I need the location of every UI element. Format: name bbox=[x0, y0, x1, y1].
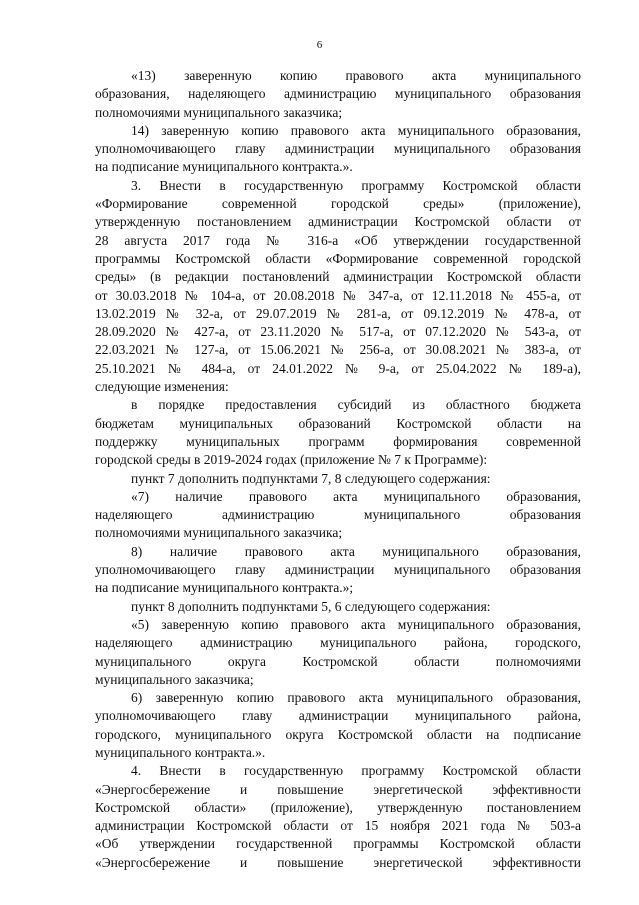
text-line: 22.03.2021 № 127-а, от 15.06.2021 № 256-а, от 30.08.2021 № 383-а, от bbox=[95, 342, 581, 358]
text-line: программы Костромской области «Формирование современной городской bbox=[95, 250, 581, 266]
text-line: уполномочивающего главу администрации муниципального образования bbox=[95, 562, 581, 578]
text-line: «5) заверенную копию правового акта муниципального образования, bbox=[131, 616, 581, 632]
text-line: уполномочивающего главу администрации муниципального района, bbox=[95, 708, 581, 724]
text-line: городского, муниципального округа Костромской области на подписание bbox=[95, 726, 581, 742]
text-line: «Об утверждении государственной программы Костромской области bbox=[95, 836, 581, 852]
text-line: «Формирование современной городской среды» (приложение), bbox=[95, 196, 581, 212]
text-line: уполномочивающего главу администрации муниципального образования bbox=[95, 141, 581, 157]
text-line: в порядке предоставления субсидий из областного бюджета bbox=[131, 397, 581, 413]
text-line: от 30.03.2018 № 104-а, от 20.08.2018 № 347-а, от 12.11.2018 № 455-а, от bbox=[95, 287, 581, 303]
text-line: образования, наделяющего администрацию муниципального образования bbox=[95, 86, 581, 102]
text-line: на подписание муниципального контракта.»; bbox=[95, 580, 354, 596]
text-line: Костромской области» (приложение), утвержденную постановлением bbox=[95, 799, 581, 815]
text-line: 25.10.2021 № 484-а, от 24.01.2022 № 9-а, от 25.04.2022 № 189-а), bbox=[95, 360, 581, 376]
text-line: администрации Костромской области от 15 ноября 2021 года № 503-а bbox=[95, 818, 581, 834]
text-line: 28 августа 2017 года № 316-а «Об утверждении государственной bbox=[95, 232, 581, 248]
text-line: на подписание муниципального контракта.». bbox=[95, 159, 353, 175]
text-line: муниципального контракта.». bbox=[95, 744, 266, 760]
text-line: утвержденную постановлением администрации Костромской области от bbox=[95, 214, 581, 230]
text-line: 14) заверенную копию правового акта муниципального образования, bbox=[131, 122, 581, 138]
text-line: следующие изменения: bbox=[95, 379, 229, 395]
text-line: среды» (в редакции постановлений администрации Костромской области bbox=[95, 269, 581, 285]
text-line: бюджетам муниципальных образований Костромской области на bbox=[95, 415, 581, 431]
text-line: поддержку муниципальных программ формирования современной bbox=[95, 433, 581, 449]
text-line: 28.09.2020 № 427-а, от 23.11.2020 № 517-а, от 07.12.2020 № 543-а, от bbox=[95, 324, 581, 340]
text-line: наделяющего администрацию муниципального образования bbox=[95, 507, 581, 523]
text-line: 3. Внести в государственную программу Костромской области bbox=[131, 177, 581, 193]
text-line: 8) наличие правового акта муниципального образования, bbox=[131, 543, 581, 559]
text-line: пункт 8 дополнить подпунктами 5, 6 следующего содержания: bbox=[131, 598, 491, 614]
document-body bbox=[95, 67, 581, 872]
text-line: полномочиями муниципального заказчика; bbox=[95, 525, 343, 541]
text-line: пункт 7 дополнить подпунктами 7, 8 следующего содержания: bbox=[131, 470, 491, 486]
page-number: 6 bbox=[316, 39, 323, 51]
text-line: полномочиями муниципального заказчика; bbox=[95, 104, 343, 120]
text-line: «13) заверенную копию правового акта муниципального bbox=[131, 68, 581, 83]
text-line: наделяющего администрацию муниципального района, городского, bbox=[95, 635, 581, 651]
text-line: муниципального округа Костромской области полномочиями bbox=[95, 653, 581, 669]
text-line: городской среды в 2019-2024 годах (приложение № 7 к Программе): bbox=[95, 452, 488, 468]
text-line: «Энергосбережение и повышение энергетической эффективности bbox=[95, 781, 581, 797]
text-line: муниципального заказчика; bbox=[95, 671, 254, 687]
text-line: 13.02.2019 № 32-а, от 29.07.2019 № 281-а, от 09.12.2019 № 478-а, от bbox=[95, 305, 581, 321]
text-line: 4. Внести в государственную программу Костромской области bbox=[131, 763, 581, 779]
text-line: «7) наличие правового акта муниципального образования, bbox=[131, 488, 581, 504]
text-line: «Энергосбережение и повышение энергетической эффективности bbox=[95, 854, 581, 870]
text-line: 6) заверенную копию правового акта муниципального образования, bbox=[131, 690, 581, 706]
